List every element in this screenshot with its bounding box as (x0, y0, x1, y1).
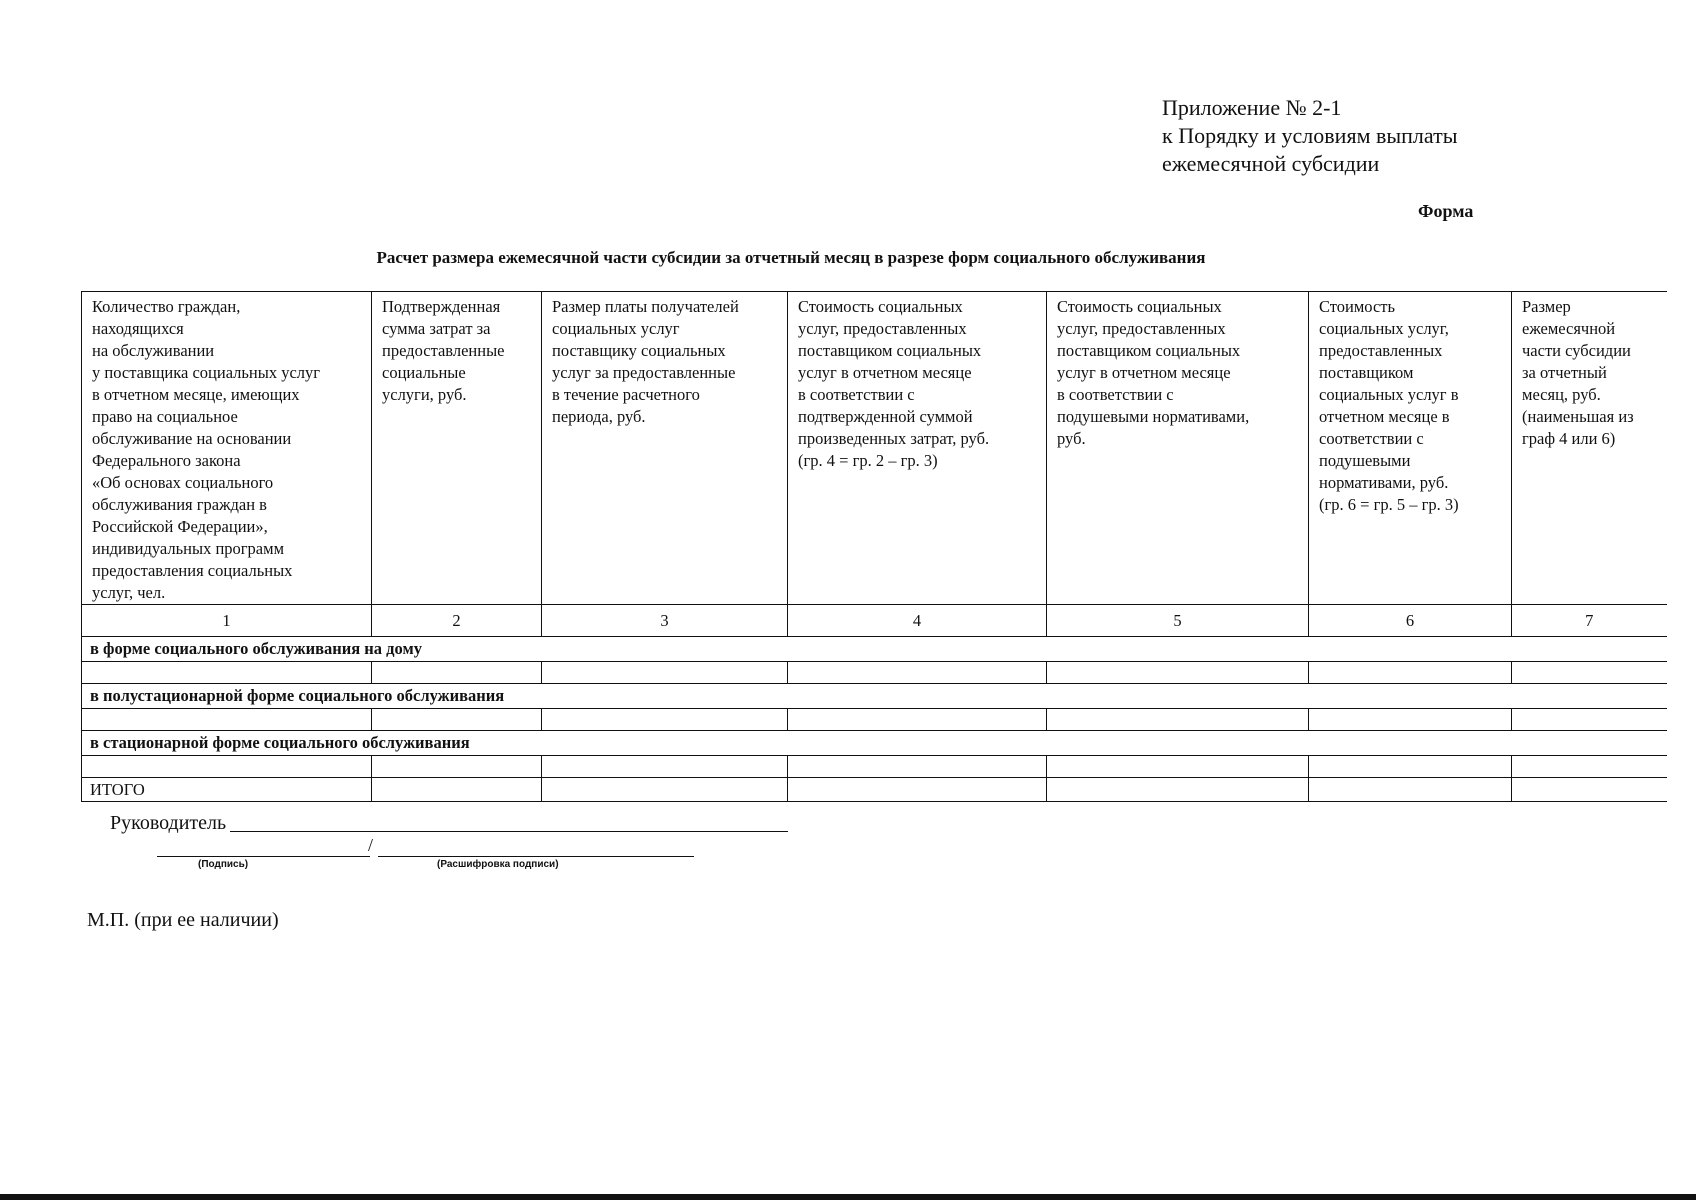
table-cell[interactable] (1309, 662, 1512, 684)
table-cell[interactable] (1512, 778, 1667, 802)
table-row (82, 709, 1667, 731)
header-col-7: Размер ежемесячной части субсидии за отчетный месяц, руб. (наименьшая из граф 4 или 6) (1512, 292, 1667, 605)
signature-caption: (Подпись) (198, 859, 249, 870)
column-number: 7 (1512, 605, 1667, 637)
appendix-line-3: ежемесячной субсидии (1162, 151, 1380, 176)
table-cell[interactable] (788, 756, 1047, 778)
table-cell[interactable] (788, 778, 1047, 802)
header-col-3: Размер платы получателей социальных услуг поставщику социальных услуг за предоставленные в течение расчетного периода, руб. (542, 292, 788, 605)
appendix-header (1162, 94, 1458, 178)
table-cell[interactable] (1309, 756, 1512, 778)
table-header-row (82, 292, 1667, 605)
column-number: 5 (1047, 605, 1309, 637)
table-cell[interactable] (372, 662, 542, 684)
signature-decode-caption: (Расшифровка подписи) (437, 859, 559, 870)
form-label: Форма (1418, 201, 1474, 221)
table-cell[interactable] (788, 662, 1047, 684)
header-col-1: Количество граждан, находящихся на обслуживании у поставщика социальных услуг в отчетном месяце, имеющих право на социальное обслуживание на основании Федерального закона «Об основах социального обслуживания граждан в Российской Федерации», индивидуальных программ предоставления социальных услуг, чел. (82, 292, 372, 605)
section-label: в полустационарной форме социального обслуживания (82, 684, 1667, 709)
appendix-line-2: к Порядку и условиям выплаты (1162, 123, 1458, 148)
table-cell[interactable] (82, 662, 372, 684)
signature-sign-line[interactable] (157, 856, 370, 857)
table-cell[interactable] (1047, 662, 1309, 684)
signature-separator: / (368, 835, 374, 855)
column-number: 1 (82, 605, 372, 637)
section-label: в форме социального обслуживания на дому (82, 637, 1667, 662)
table-cell[interactable] (1309, 709, 1512, 731)
table-cell[interactable] (372, 756, 542, 778)
total-label: ИТОГО (82, 778, 372, 802)
table-cell[interactable] (1512, 709, 1667, 731)
section-row-home (82, 637, 1667, 662)
table-cell[interactable] (542, 709, 788, 731)
table-cell[interactable] (1047, 756, 1309, 778)
column-number-row (82, 605, 1667, 637)
scan-edge-bar (0, 1194, 1696, 1200)
table-cell[interactable] (1512, 756, 1667, 778)
table-cell[interactable] (1309, 778, 1512, 802)
head-signature-label: Руководитель (110, 812, 227, 834)
table-cell[interactable] (1512, 662, 1667, 684)
table-row (82, 756, 1667, 778)
table-cell[interactable] (372, 778, 542, 802)
column-number: 6 (1309, 605, 1512, 637)
section-row-stationary (82, 731, 1667, 756)
header-col-2: Подтвержденная сумма затрат за предоставленные социальные услуги, руб. (372, 292, 542, 605)
section-label: в стационарной форме социального обслуживания (82, 731, 1667, 756)
appendix-line-1: Приложение № 2-1 (1162, 95, 1342, 120)
table-cell[interactable] (1047, 709, 1309, 731)
table-cell[interactable] (82, 756, 372, 778)
column-number: 4 (788, 605, 1047, 637)
column-number: 2 (372, 605, 542, 637)
section-row-semi-stationary (82, 684, 1667, 709)
column-number: 3 (542, 605, 788, 637)
header-col-4: Стоимость социальных услуг, предоставленных поставщиком социальных услуг в отчетном месяце в соответствии с подтвержденной суммой произведенных затрат, руб. (гр. 4 = гр. 2 – гр. 3) (788, 292, 1047, 605)
signature-line[interactable] (230, 831, 788, 832)
table-cell[interactable] (82, 709, 372, 731)
table-cell[interactable] (372, 709, 542, 731)
table-cell[interactable] (542, 756, 788, 778)
table-row (82, 662, 1667, 684)
table-cell[interactable] (788, 709, 1047, 731)
table-cell[interactable] (542, 662, 788, 684)
signature-decode-line[interactable] (378, 856, 694, 857)
subsidy-table (81, 291, 1667, 802)
stamp-label: М.П. (при ее наличии) (87, 909, 279, 931)
document-title: Расчет размера ежемесячной части субсидии за отчетный месяц в разрезе форм социального обслуживания (376, 248, 1206, 267)
table-cell[interactable] (542, 778, 788, 802)
total-row (82, 778, 1667, 802)
header-col-5: Стоимость социальных услуг, предоставленных поставщиком социальных услуг в отчетном месяце в соответствии с подушевыми нормативами, руб. (1047, 292, 1309, 605)
header-col-6: Стоимость социальных услуг, предоставленных поставщиком социальных услуг в отчетном месяце в соответствии с подушевыми нормативами, руб. (гр. 6 = гр. 5 – гр. 3) (1309, 292, 1512, 605)
table-cell[interactable] (1047, 778, 1309, 802)
